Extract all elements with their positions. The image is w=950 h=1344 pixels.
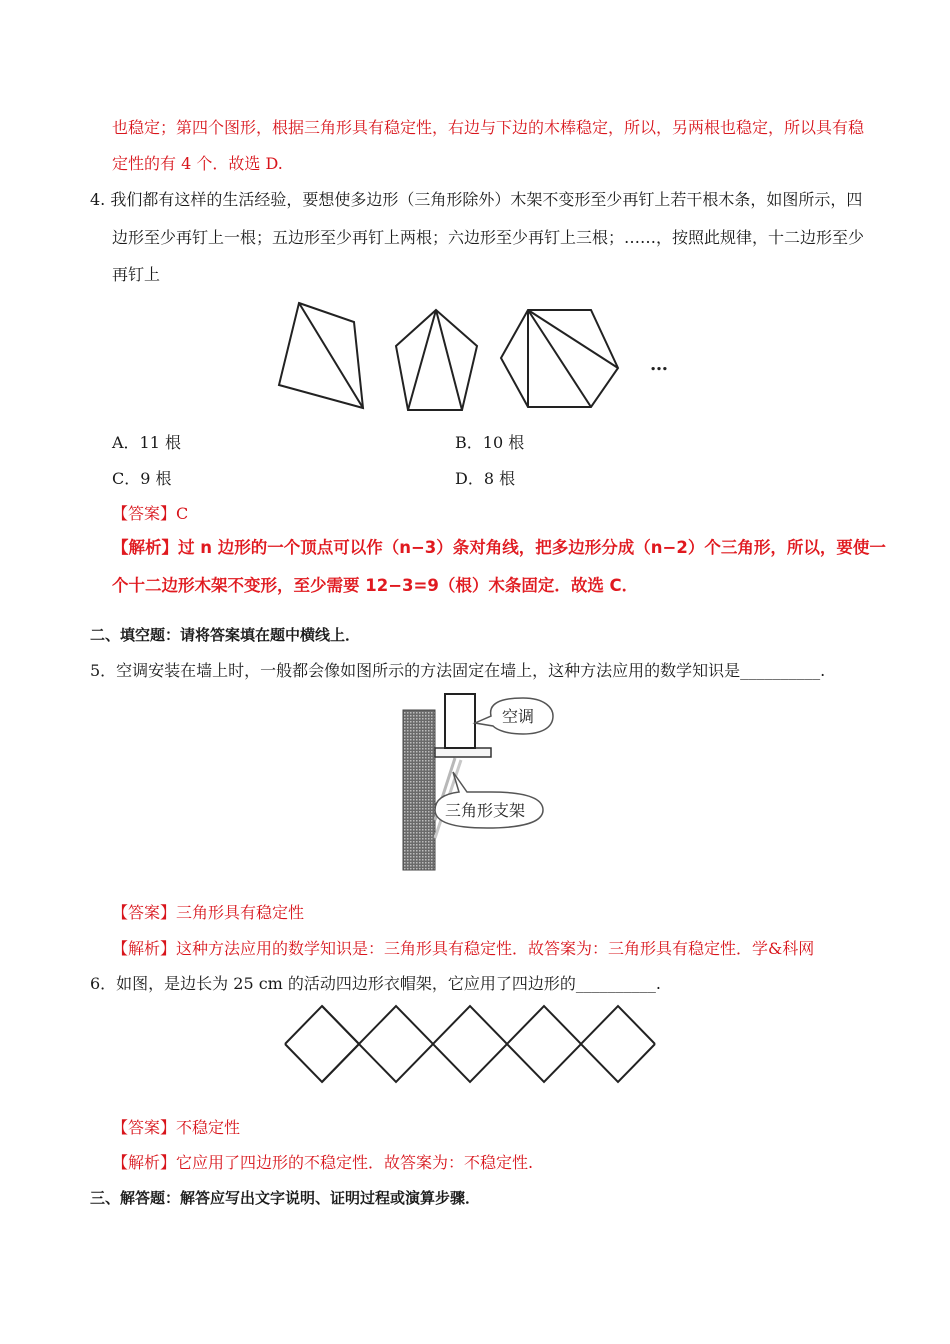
q6-analysis xyxy=(112,1153,533,1173)
q4-analysis-line1 xyxy=(112,538,886,558)
answer-value: 三角形具有稳定性 xyxy=(176,903,305,922)
analysis-tag: 【解析】 xyxy=(112,939,177,958)
figure-ellipsis: … xyxy=(650,354,668,375)
answer-value: C xyxy=(176,504,189,523)
analysis-text: 过 n 边形的一个顶点可以作（n−3）条对角线，把多边形分成（n−2）个三角形，所以，要使一 xyxy=(178,538,886,557)
q4-option-a: A．11 根 xyxy=(112,433,182,452)
q5-answer xyxy=(112,903,304,923)
q3-explanation-line1: 也稳定；第四个图形，根据三角形具有稳定性，右边与下边的木棒稳定，所以，另两根也稳定，所以具有稳 xyxy=(112,118,865,137)
air-conditioner-figure xyxy=(395,688,565,874)
air-conditioner-box xyxy=(445,694,475,748)
coat-rack-figure xyxy=(282,1002,668,1086)
q4-option-d: D．8 根 xyxy=(455,469,516,488)
section3-heading: 三、解答题：解答应写出文字说明、证明过程或演算步骤． xyxy=(90,1189,481,1207)
answer-tag: 【答案】 xyxy=(112,1118,177,1137)
quadrilateral-shape xyxy=(279,303,363,408)
pentagon-diagonal-2 xyxy=(408,310,436,410)
answer-value: 不稳定性 xyxy=(176,1118,241,1137)
analysis-text: 这种方法应用的数学知识是：三角形具有稳定性．故答案为：三角形具有稳定性．学&科网 xyxy=(176,939,815,958)
q4-stem-line2: 边形至少再钉上一根；五边形至少再钉上两根；六边形至少再钉上三根；……，按照此规律，十二边形至少 xyxy=(112,228,865,247)
q6-stem: 6．如图，是边长为 25 cm 的活动四边形衣帽架，它应用了四边形的__________. xyxy=(90,974,662,993)
q6-answer xyxy=(112,1118,240,1138)
analysis-text: 它应用了四边形的不稳定性．故答案为：不稳定性. xyxy=(176,1153,534,1172)
q5-stem: 5．空调安装在墙上时，一般都会像如图所示的方法固定在墙上，这种方法应用的数学知识是__________. xyxy=(90,661,826,680)
hexagon-diagonal-2 xyxy=(528,310,591,407)
q4-option-c: C．9 根 xyxy=(112,469,172,488)
rack-rhombuses xyxy=(285,1006,655,1082)
bracket-shelf xyxy=(435,748,491,757)
analysis-tag: 【解析】 xyxy=(112,538,178,557)
q4-stem-line3: 再钉上 xyxy=(112,265,161,284)
answer-tag: 【答案】 xyxy=(112,903,177,922)
ac-label: 空调 xyxy=(502,707,535,726)
q3-explanation-line2: 定性的有 4 个．故选 D. xyxy=(112,154,283,173)
q4-answer xyxy=(112,504,188,524)
pentagon-diagonal-1 xyxy=(436,310,462,410)
answer-tag: 【答案】 xyxy=(112,504,177,523)
wall xyxy=(403,710,435,870)
q4-analysis-line2: 个十二边形木架不变形，至少需要 12−3=9（根）木条固定．故选 C． xyxy=(112,576,639,595)
q4-option-b: B．10 根 xyxy=(455,433,525,452)
rack-cross-zigzag xyxy=(322,1006,359,1082)
bracket-label: 三角形支架 xyxy=(445,801,526,820)
pentagon-shape xyxy=(396,310,477,410)
q4-stem-line1: 4. 我们都有这样的生活经验，要想使多边形（三角形除外）木架不变形至少再钉上若干根木条，如图所示，四 xyxy=(90,190,863,209)
polygon-figure xyxy=(270,298,670,416)
analysis-tag: 【解析】 xyxy=(112,1153,177,1172)
q5-analysis xyxy=(112,939,814,959)
section2-heading: 二、填空题：请将答案填在题中横线上． xyxy=(90,626,361,644)
